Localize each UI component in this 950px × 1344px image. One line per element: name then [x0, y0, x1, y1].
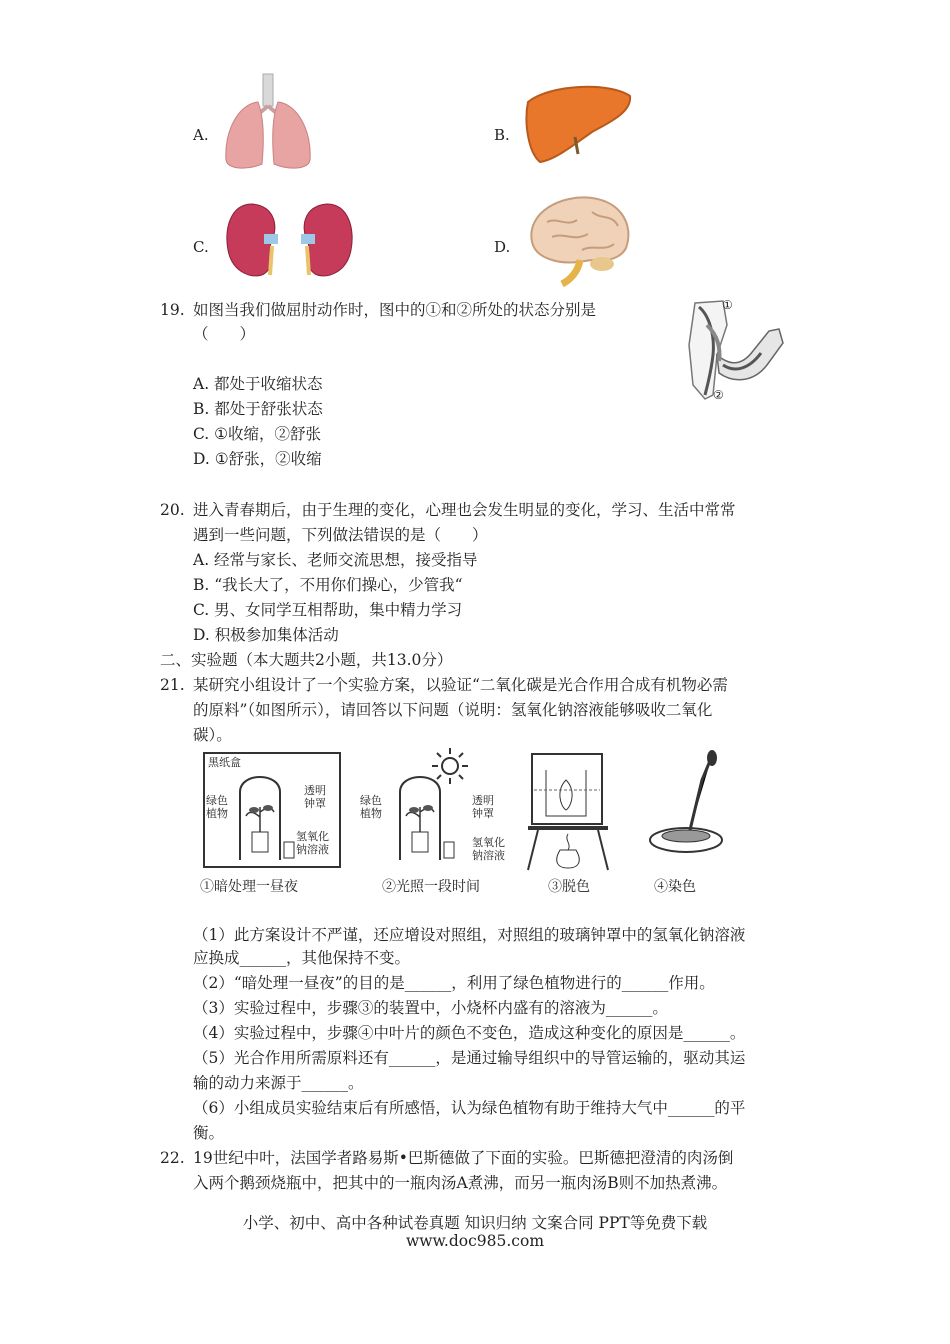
q21-sub5-line2: 输的动力来源于______。 [193, 1074, 364, 1092]
step-2-label: ②光照一段时间 [382, 879, 480, 895]
q20-option-c: C. 男、女同学互相帮助，集中精力学习 [193, 601, 463, 619]
q19-number: 19. [160, 301, 185, 319]
q21-stem-line1: 某研究小组设计了一个实验方案，以验证“二氧化碳是光合作用合成有机物必需 [193, 676, 728, 694]
experiment-figure [200, 750, 720, 900]
q21-stem-line3: 碳）。 [193, 726, 232, 744]
q20-number: 20. [160, 501, 185, 519]
q19-paren: （ ） [193, 325, 256, 343]
q19-option-d: D. ①舒张，②收缩 [193, 450, 322, 468]
kidneys-icon [222, 200, 357, 285]
stain-apparatus [646, 750, 736, 860]
label-naoh-2: 氢氧化钠溶液 [472, 836, 505, 862]
q21-sub3: （3）实验过程中，步骤③的装置中，小烧杯内盛有的溶液为______。 [193, 999, 668, 1017]
q21-sub2: （2）“暗处理一昼夜”的目的是______，利用了绿色植物进行的______作用。 [193, 974, 715, 992]
q20-option-b: B. “我长大了，不用你们操心，少管我“ [193, 576, 463, 594]
q22-number: 22. [160, 1149, 185, 1167]
step-4-label: ④染色 [654, 879, 696, 895]
option-d-label: D. [494, 238, 511, 256]
option-c-label: C. [193, 238, 209, 256]
brain-icon [522, 192, 637, 287]
footer-line1: 小学、初中、高中各种试卷真题 知识归纳 文案合同 PPT等免费下载 [242, 1214, 708, 1232]
lungs-icon [218, 72, 318, 172]
label-naoh-1: 氢氧化钠溶液 [296, 830, 329, 856]
q20-stem-line1: 进入青春期后，由于生理的变化，心理也会发生明显的变化，学习、生活中常常 [193, 501, 736, 519]
q21-sub4: （4）实验过程中，步骤④中叶片的颜色不变色，造成这种变化的原因是______。 [193, 1024, 746, 1042]
arm-label-1: ① [722, 298, 733, 312]
option-a-label: A. [193, 126, 209, 144]
q21-sub1-line2: 应换成______，其他保持不变。 [193, 949, 411, 967]
label-plant-2: 绿色植物 [360, 794, 382, 820]
step-3-label: ③脱色 [548, 879, 590, 895]
step-1-label: ①暗处理一昼夜 [200, 879, 298, 895]
black-box-label: 黑纸盒 [208, 756, 241, 769]
footer-url[interactable]: www.doc985.com [405, 1232, 545, 1250]
q22-line1: 19世纪中叶，法国学者路易斯•巴斯德做了下面的实验。巴斯德把澄清的肉汤倒 [193, 1149, 734, 1167]
label-cover-1: 透明钟罩 [304, 784, 326, 810]
q21-sub6-line2: 衡。 [193, 1124, 225, 1142]
q21-number: 21. [160, 676, 185, 694]
decolorize-apparatus [526, 750, 616, 875]
q21-sub1-line1: （1）此方案设计不严谨，还应增设对照组，对照组的玻璃钟罩中的氢氧化钠溶液 [193, 926, 746, 944]
q19-option-b: B. 都处于舒张状态 [193, 400, 323, 418]
q21-sub6-line1: （6）小组成员实验结束后有所感悟，认为绿色植物有助于维持大气中______的平 [193, 1099, 746, 1117]
q19-stem: 如图当我们做屈肘动作时，图中的①和②所处的状态分别是 [193, 301, 597, 319]
q19-option-a: A. 都处于收缩状态 [193, 375, 323, 393]
q20-stem-line2: 遇到一些问题，下列做法错误的是（ ） [193, 526, 488, 544]
label-plant-1: 绿色植物 [206, 794, 228, 820]
label-cover-2: 透明钟罩 [472, 794, 494, 820]
arm-label-2: ② [713, 388, 724, 402]
q19-option-c: C. ①收缩，②舒张 [193, 425, 322, 443]
option-b-label: B. [494, 126, 510, 144]
q21-stem-line2: 的原料”（如图所示），请回答以下问题（说明：氢氧化钠溶液能够吸收二氧化 [193, 701, 713, 719]
q20-option-a: A. 经常与家长、老师交流思想，接受指导 [193, 551, 478, 569]
section-2-heading: 二、实验题（本大题共2小题，共13.0分） [160, 651, 453, 669]
q21-sub5-line1: （5）光合作用所需原料还有______，是通过输导组织中的导管运输的，驱动其运 [193, 1049, 746, 1067]
liver-icon [520, 82, 635, 167]
q22-line2: 入两个鹅颈烧瓶中，把其中的一瓶肉汤A煮沸，而另一瓶肉汤B则不加热煮沸。 [193, 1174, 728, 1192]
q20-option-d: D. 积极参加集体活动 [193, 626, 339, 644]
arm-muscle-figure [683, 295, 793, 410]
